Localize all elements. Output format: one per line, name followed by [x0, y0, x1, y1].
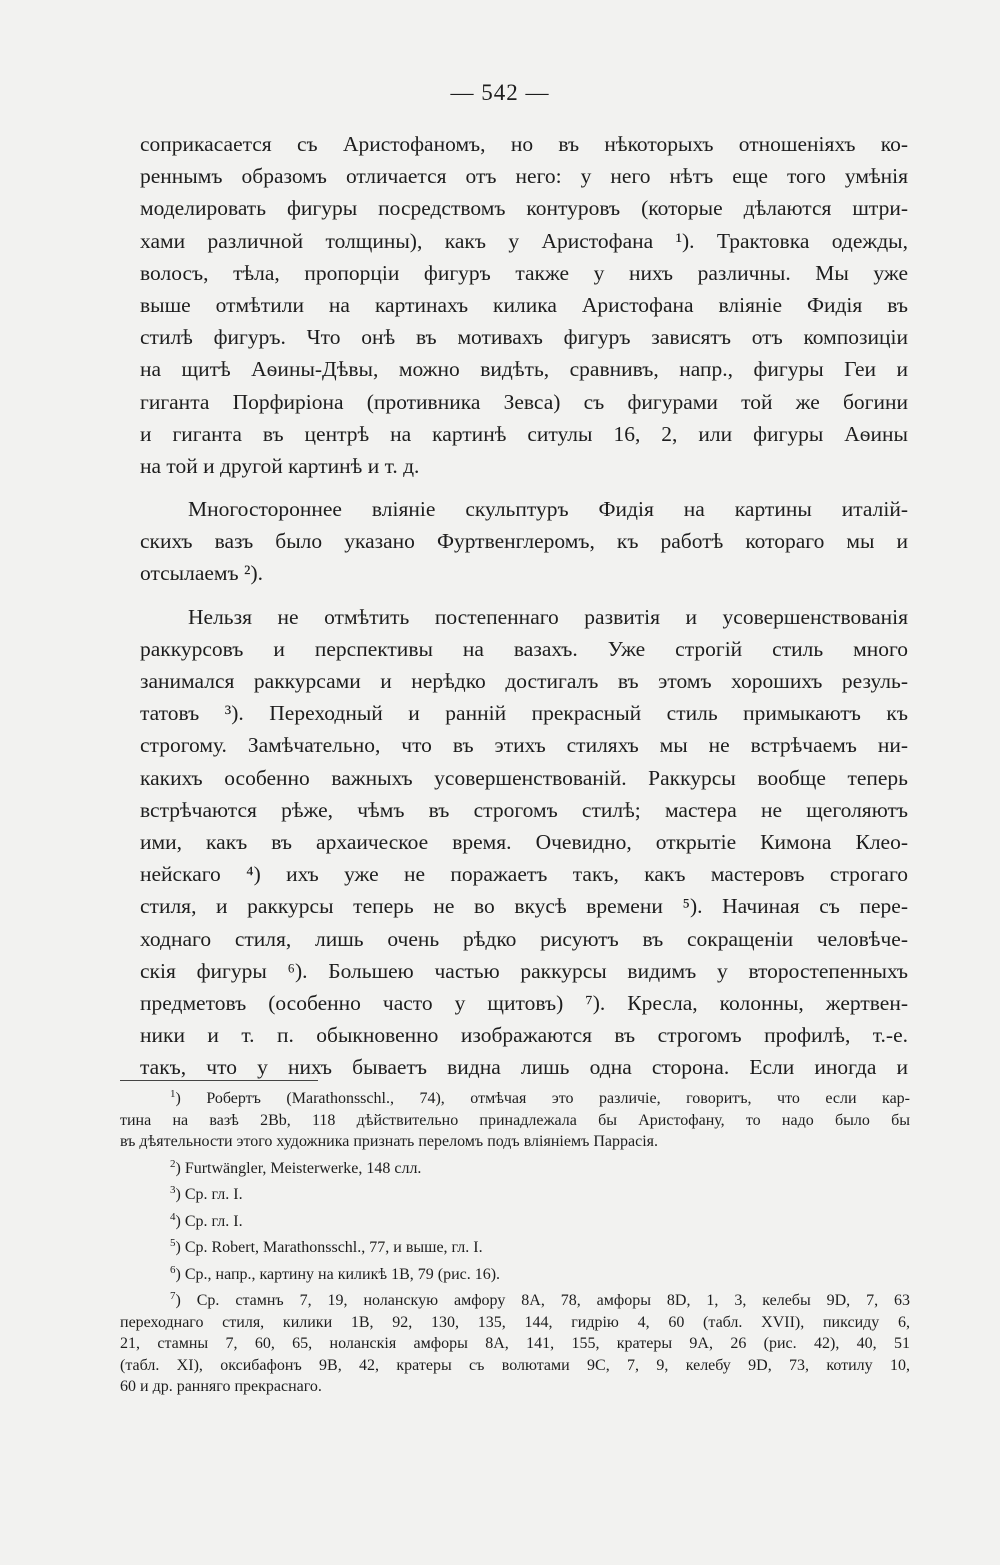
- text-line: Многостороннее вліяніе скульптуръ Фидія на картины италій-: [188, 497, 908, 522]
- footnote-line: [120, 1290, 910, 1312]
- footnotes: [120, 1088, 910, 1398]
- text-line: отсылаемъ ²).: [140, 561, 264, 586]
- footnote-line: [120, 1184, 910, 1206]
- paragraph-1: [140, 128, 908, 482]
- text-line: строгому. Замѣчательно, что въ этихъ стиляхъ мы не встрѣчаемъ ни-: [140, 733, 908, 758]
- footnote-text: ) Ср., напр., картину на киликѣ 1B, 79 (рис. 16).: [175, 1265, 501, 1283]
- footnote-marker: 3: [170, 1184, 176, 1196]
- footnote-divider: [120, 1080, 318, 1081]
- footnote-line: переходнаго стиля, килики 1B, 92, 130, 135, 144, гидрію 4, 60 (табл. XVII), пиксиду 6,: [120, 1313, 910, 1331]
- text-line: моделировать фигуры посредствомъ контуровъ (которые дѣлаются штри-: [140, 196, 908, 221]
- footnote-marker: 6: [170, 1263, 176, 1276]
- text-line: ходнаго стиля, лишь очень рѣдко рисуютъ въ сокращеніи человѣче-: [140, 926, 908, 951]
- text-line: на щитѣ Аѳины-Дѣвы, можно видѣть, сравнивъ, напр., фигуры Геи и: [140, 357, 908, 382]
- text-line: татовъ ³). Переходный и ранній прекрасный стиль примыкаютъ къ: [140, 701, 908, 726]
- text-line: стилѣ фигуръ. Что онѣ въ мотивахъ фигуръ зависятъ отъ композиціи: [140, 325, 908, 350]
- footnote-marker: 5: [170, 1237, 176, 1249]
- footnote-line: тина на вазѣ 2Bb, 118 дѣйствительно принадлежала бы Аристофану, то надо было бы: [120, 1111, 910, 1129]
- footnote-1: [120, 1088, 910, 1153]
- footnote-7: [120, 1290, 910, 1398]
- text-line: на той и другой картинѣ и т. д.: [140, 453, 420, 478]
- text-line: выше отмѣтили на картинахъ килика Аристофана вліяніе Фидія въ: [140, 292, 908, 317]
- footnote-text: ) Ср. Robert, Marathonsschl., 77, и выше, гл. I.: [175, 1239, 483, 1256]
- paragraph-2: [140, 493, 908, 590]
- text-line: реннымъ образомъ отличается отъ него: у него нѣтъ еще того умѣнія: [140, 164, 908, 189]
- footnote-line: 60 и др. ранняго прекраснаго.: [120, 1378, 322, 1395]
- text-line: и гиганта въ центрѣ на картинѣ ситулы 16, 2, или фигуры Аѳины: [140, 421, 908, 446]
- footnote-marker: 1: [170, 1088, 176, 1100]
- footnote-text: ) Ср. гл. I.: [175, 1186, 243, 1203]
- page-number: — 542 —: [450, 80, 550, 105]
- text-line: такъ, что у нихъ бываетъ видна лишь одна сторона. Если иногда и: [140, 1055, 908, 1080]
- footnote-line: [120, 1237, 910, 1259]
- footnote-line: [120, 1088, 910, 1110]
- footnote-3: [120, 1184, 910, 1206]
- footnote-text: ) Furtwängler, Meisterwerke, 148 слл.: [175, 1159, 422, 1177]
- text-line: скія фигуры ⁶). Большею частью раккурсы видимъ у второстепенныхъ: [140, 958, 908, 983]
- text-line: соприкасается съ Аристофаномъ, но въ нѣкоторыхъ отношеніяхъ ко-: [140, 132, 908, 156]
- text-line: ими, какъ въ архаическое время. Очевидно, открытіе Кимона Клео-: [140, 829, 908, 854]
- text-line: раккурсовъ и перспективы на вазахъ. Уже строгій стиль много: [140, 636, 908, 661]
- text-line: гиганта Порфиріона (противника Зевса) съ фигурами той же богини: [140, 389, 908, 414]
- text-line: занимался раккурсами и нерѣдко достигалъ въ этомъ хорошихъ резуль-: [140, 669, 908, 693]
- text-line: какихъ особенно важныхъ усовершенствованій. Раккурсы вообще теперь: [140, 765, 908, 790]
- footnote-6: [120, 1264, 910, 1286]
- text-line: Нельзя не отмѣтить постепеннаго развитія и усовершенствованія: [188, 604, 908, 629]
- footnote-text: ) Ср. гл. I.: [175, 1212, 243, 1230]
- footnote-line: въ дѣятельности этого художника признать переломъ подъ вліяніемъ Паррасія.: [120, 1133, 659, 1150]
- footnote-line: [120, 1211, 910, 1233]
- text-line: волосъ, тѣла, пропорціи фигуръ также у нихъ различны. Мы уже: [140, 260, 908, 285]
- text-line: скихъ вазъ было указано Фуртвенглеромъ, къ работѣ котораго мы и: [140, 529, 908, 554]
- footnote-text: ) Робертъ (Marathonsschl., 74), отмѣчая это различіе, говоритъ, что если кар-: [175, 1090, 910, 1107]
- footnote-2: [120, 1158, 910, 1180]
- text-line: стиля, и раккурсы теперь не во вкусѣ времени ⁵). Начиная съ пере-: [140, 894, 908, 919]
- text-line: ники и т. п. обыкновенно изображаются въ строгомъ профилѣ, т.-е.: [140, 1023, 908, 1048]
- footnote-marker: 4: [170, 1210, 176, 1223]
- text-line: встрѣчаются рѣже, чѣмъ въ строгомъ стилѣ; мастера не щеголяютъ: [140, 797, 908, 822]
- text-line: нейскаго ⁴) ихъ уже не поражаетъ такъ, какъ мастеровъ строгаго: [140, 862, 908, 887]
- footnote-line: (табл. XI), оксибафонъ 9B, 42, кратеры съ волютами 9C, 7, 9, келебу 9D, 73, котилу 10,: [120, 1356, 910, 1374]
- text-line: хами различной толщины), какъ у Аристофана ¹). Трактовка одежды,: [140, 228, 908, 253]
- footnote-marker: 7: [170, 1290, 176, 1302]
- footnote-marker: 2: [170, 1157, 176, 1170]
- paragraph-3: [140, 601, 908, 1084]
- footnote-5: [120, 1237, 910, 1259]
- footnote-line: 21, стамны 7, 60, 65, ноланскія амфоры 8A, 141, 155, кратеры 9A, 26 (рис. 42), 40, 51: [120, 1335, 910, 1352]
- text-line: предметовъ (особенно часто у щитовъ) ⁷). Кресла, колонны, жертвен-: [140, 990, 908, 1015]
- footnote-line: [120, 1264, 910, 1286]
- footnote-line: [120, 1158, 910, 1180]
- body-text: [140, 128, 908, 1083]
- footnote-4: [120, 1211, 910, 1233]
- footnote-text: ) Ср. стамнъ 7, 19, ноланскую амфору 8A, 78, амфоры 8D, 1, 3, келебы 9D, 7, 63: [175, 1292, 910, 1309]
